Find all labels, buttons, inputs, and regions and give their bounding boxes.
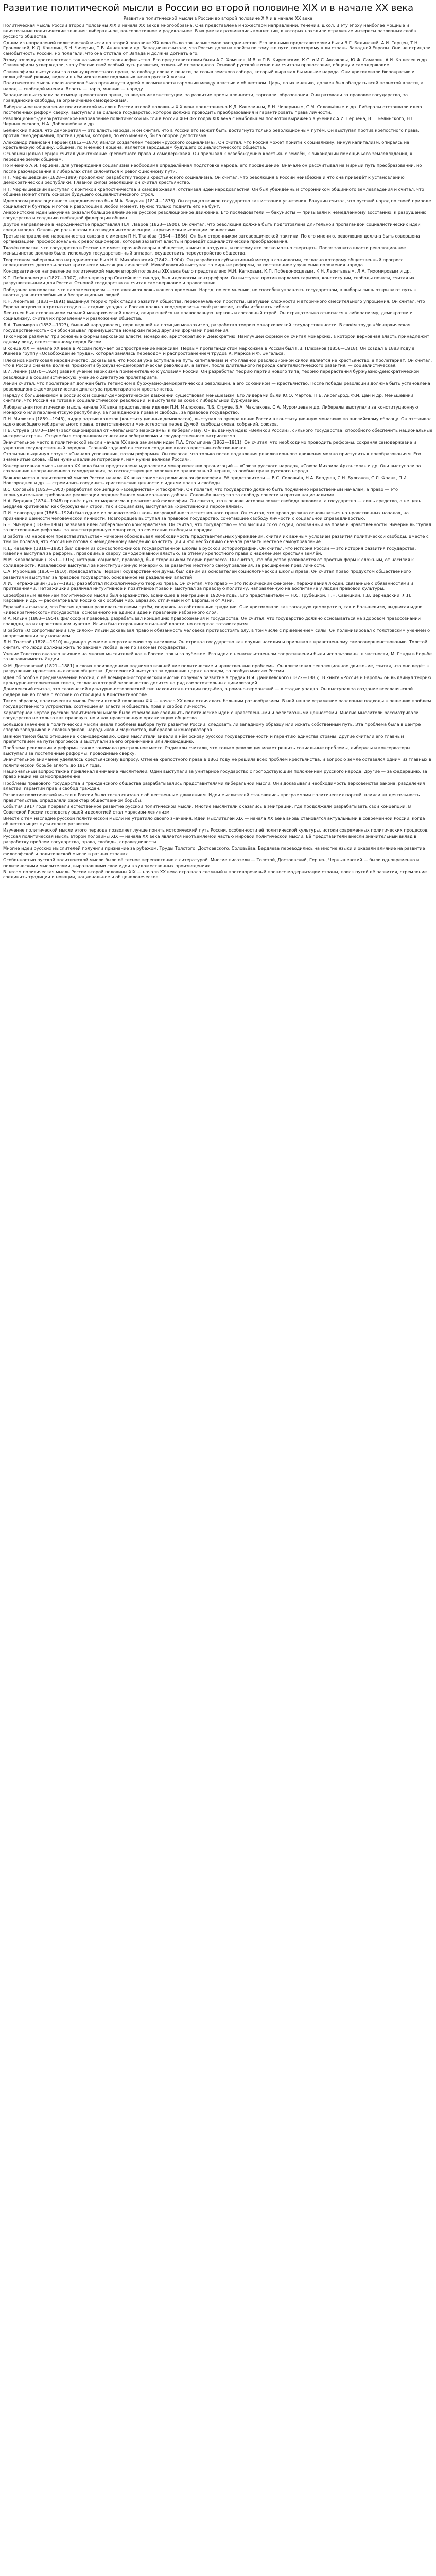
- paragraph: Евразийцы считали, что Россия должна развиваться своим путём, опираясь на собственные традиции. Они критиковали как западную демократию, так и большевизм, выдвигая идею «идеократического» государства, основанного на единой идее и правлении избранного слоя.: [3, 604, 423, 615]
- paragraph: Основной целью Герцен считал уничтожение крепостного права и самодержавия. Он призывал к освобождению крестьян с землёй, к ликвидации помещичьего землевладения, к передаче земли общинам.: [3, 151, 413, 162]
- paragraph: В конце XIX — начале XX века в России получает распространение марксизм. Первым пропагандистом марксизма в России был Г.В. Плеханов (1856—1918). Он создал в 1883 году в Женеве группу «Освобождение труда», которая занялась переводом и распространением трудов К. Маркса и Ф. Энгельса.: [3, 345, 415, 357]
- paragraph: Александр Иванович Герцен (1812—1870) явился создателем теории «русского социализма». Он считал, что Россия может прийти к социализму, минуя капитализм, опираясь на крестьянскую общину. Община, по мнению Герцена, является зародышем будущего социалистического общества.: [3, 139, 410, 150]
- paragraph: П.Б. Струве (1870—1944) эволюционировал от «легального марксизма» к либерализму. Он выдвинул идею «Великой России», сильного государства, способного обеспечить национальные интересы страны. Струве был сторонником сочетания либерализма и государственного патриотизма.: [3, 428, 433, 438]
- paragraph: Многие идеи русских мыслителей получили признание за рубежом. Труды Толстого, Достоевского, Соловьёва, Бердяева переводились на многие языки и оказали влияние на развитие философской и политической мысли в разных странах.: [3, 845, 425, 856]
- paragraph: Ткачёв полагал, что государство в России не имеет прочной опоры в обществе, «висит в воздухе», и поэтому его легко можно свергнуть. После захвата власти революционное меньшинство должно было, используя государственный аппарат, осуществить переустройство общества.: [3, 245, 406, 256]
- paragraph: Славянофилы выступали за отмену крепостного права, за свободу слова и печати, за созыв земского собора, который выражал бы мнение народа. Они критиковали бюрократию и полицейский режим, видели в нём искажение подлинных начал русской жизни.: [3, 69, 415, 80]
- paragraph: Идея об особом предназначении России, о её всемирно-исторической миссии получила развитие в трудах Н.Я. Данилевского (1822—1885). В книге «Россия и Европа» он выдвинул теорию культурно-исторических типов, согласно которой человечество делится на ряд самостоятельных цивилизаций.: [3, 674, 431, 685]
- paragraph: Значительное место в политической мысли начала XX века занимали идеи П.А. Столыпина (1862—1911). Он считал, что необходимо проводить реформы, сохраняя самодержавие и укрепляя государственный порядок. Главной задачей он считал создание класса крестьян-собственников.: [3, 439, 416, 450]
- paragraph: Победоносцев полагал, что парламентаризм — это «великая ложь нашего времени». Народ, по его мнению, не способен управлять государством, а выборы лишь открывают путь к власти для честолюбивых и беспринципных людей.: [3, 286, 416, 298]
- paragraph: И.А. Ильин (1883—1954), философ и правовед, разрабатывал концепцию правосознания и государства. Он считал, что государство должно основываться на здоровом правосознании граждан, на их нравственном чувстве. Ильин был сторонником сильной власти, но отвергал тоталитаризм.: [3, 616, 421, 626]
- paragraph: Своеобразным явлением политической мысли был евразийство, возникшее в эмиграции в 1920-е годы. Его представители — Н.С. Трубецкой, П.Н. Савицкий, Г.В. Вернадский, Л.П. Карсавин и др. — рассматривали Россию как особый мир, Евразию, отличный и от Европы, и от Азии.: [3, 592, 412, 603]
- paragraph: Наряду с большевизмом в российском социал-демократическом движении существовал меньшевизм. Его лидерами были Ю.О. Мартов, П.Б. Аксельрод, Ф.И. Дан и др. Меньшевики считали, что Россия не готова к социалистической революции, и выступали за союз с либеральной буржуазией.: [3, 393, 413, 403]
- paragraph: С.А. Муромцев (1850—1910), председатель Первой Государственной думы, был одним из основателей социологической школы права. Он считал право продуктом общественного развития и выступал за правовое государство, основанное на разделении властей.: [3, 569, 411, 580]
- document-subtitle: Развитие политической мысли в России во второй половине XIX и в начале XX века: [123, 15, 313, 21]
- paragraph: Л.И. Петражицкий (1867—1931) разработал психологическую теорию права. Он считал, что право — это психический феномен, переживания людей, связанные с обязанностями и притязаниями. Петражицкий различал интуитивное и позитивное право и выступал за правовую политику, направленную на воспитание у людей правовой культуры.: [3, 581, 413, 591]
- paragraph: Ф.М. Достоевский (1821—1881) в своих произведениях поднимал важнейшие политические и нравственные проблемы. Он критиковал революционное движение, считая, что оно ведёт к разрушению нравственных основ общества. Достоевский выступал за единение царя с народом, за особую миссию России.: [3, 663, 429, 674]
- paragraph: Русская политическая мысль второй половины XIX — начала XX века является неотъемлемой частью мировой политической мысли. Её представители внесли значительный вклад в разработку проблем государства, права, свободы, справедливости.: [3, 834, 417, 844]
- paragraph: Характерной чертой русской политической мысли было стремление соединить политические идеи с нравственными и религиозными ценностями. Многие мыслители рассматривали государство не только как правовую, но и как нравственную организацию общества.: [3, 709, 419, 721]
- paragraph: Таким образом, политическая мысль России второй половины XIX — начала XX века отличалась большим разнообразием. В ней нашли отражение различные подходы к решению проблем государственного устройства, соотношения власти и общества, прав и свобод личности.: [3, 698, 431, 709]
- paragraph: Консервативное направление политической мысли второй половины XIX века было представлено М.Н. Катковым, К.П. Победоносцевым, К.Н. Леонтьевым, Л.А. Тихомировым и др.: [3, 268, 411, 274]
- paragraph: Политическая мысль России второй половины XIX и начала XX веков многообразна. Она представлена множеством направлений, течений, школ. В эту эпоху наиболее мощные и влиятельные политические течения: либеральное, консервативное и радикальное. В их рамках развивались концепции, в которых находили отражение интересы различных слоёв русского общества.: [3, 23, 416, 39]
- paragraph: Либеральная политическая мысль начала XX века представлена идеями П.Н. Милюкова, П.Б. Струве, В.А. Маклакова, С.А. Муромцева и др. Либералы выступали за конституционную монархию или парламентскую республику, за гражданские права и свободы, за правовое государство.: [3, 404, 418, 415]
- paragraph: Либеральное направление политической мысли в России второй половины XIX века представлено К.Д. Кавелиным, Б.Н. Чичериным, С.М. Соловьёвым и др. Либералы отстаивали идею постепенных реформ сверху, выступали за сильное государство, которое должно проводить преобразования и гарантировать права личности.: [3, 104, 422, 115]
- paragraph: В.И. Ленин (1870—1924) развил учение марксизма применительно к условиям России. Он разработал теорию партии нового типа, теорию перерастания буржуазно-демократической революции в социалистическую, учение о диктатуре пролетариата.: [3, 369, 420, 380]
- paragraph: Плеханов критиковал народничество, доказывая, что Россия уже вступила на путь капитализма и что главной революционной силой является не крестьянство, а пролетариат. Он считал, что в России сначала должна произойти буржуазно-демократическая революция, а затем, после длительного периода капиталистического развития, — социалистическая.: [3, 357, 432, 368]
- paragraph: К.Н. Леонтьев (1831—1891) выдвинул теорию трёх стадий развития общества: первоначальной простоты, цветущей сложности и вторичного смесительного упрощения. Он считал, что Европа вступила в третью стадию — стадию упадка, а Россия должна «подморозить» своё развитие, чтобы избежать гибели.: [3, 298, 425, 309]
- paragraph: Этому взгляду противостояло так называемое славянофильство. Его представителями были А.С. Хомяков, И.В. и П.В. Киреевские, К.С. и И.С. Аксаковы, Ю.Ф. Самарин, А.И. Кошелев и др. Славянофилы утверждали, что у России свой особый путь развития, отличный от западного. Основой русской жизни они считали православие, общину и самодержавие.: [3, 57, 428, 68]
- paragraph: Одним из направлений политической мысли во второй половине XIX века было так называемое западничество. Его видными представителями были В.Г. Белинский, А.И. Герцен, Т.Н. Грановский, К.Д. Кавелин, Б.Н. Чичерин, П.В. Анненков и др. Западники считали, что Россия должна пройти по тому же пути, по которому шли страны Западной Европы. Они не отрицали самобытность России, но полагали, что она отстала от Запада и должна догнать его.: [3, 40, 431, 56]
- paragraph: Столыпин выдвинул лозунг: «Сначала успокоение, потом реформы». Он полагал, что только после подавления революционного движения можно приступить к преобразованиям. Его знаменитые слова: «Вам нужны великие потрясения, нам нужна великая Россия».: [3, 451, 421, 462]
- paragraph: Третье направление народничества связано с именем П.Н. Ткачёва (1844—1886). Он был сторонником заговорщической тактики. По его мнению, революция должна быть совершена организацией профессиональных революционеров, которая захватит власть и проведёт социалистические преобразования.: [3, 233, 420, 244]
- paragraph: Западники выступали за отмену крепостного права, за введение конституции, за развитие промышленности, торговли, образования. Они ратовали за правовое государство, за гражданские свободы, за ограничение самодержавия.: [3, 92, 408, 103]
- paragraph: К.П. Победоносцев (1827—1907), обер-прокурор Святейшего синода, был идеологом контрреформ. Он выступал против парламентаризма, конституции, свободы печати, считая их разрушительными для России. Основой государства он считал самодержавие и православие.: [3, 275, 415, 286]
- paragraph: М.М. Ковалевский (1851—1916), историк, социолог, правовед, был сторонником теории прогресса. Он считал, что общество развивается от простых форм к сложным, от насилия к солидарности. Ковалевский выступал за конституционную монархию, за развитие местного самоуправления, за расширение прав личности.: [3, 557, 414, 568]
- paragraph: Учение Толстого оказало влияние на многих мыслителей как в России, так и за рубежом. Его идеи о ненасильственном сопротивлении были использованы, в частности, М. Ганди в борьбе за независимость Индии.: [3, 651, 432, 662]
- paragraph: Ленин считал, что пролетариат должен быть гегемоном в буржуазно-демократической революции, а его союзником — крестьянство. После победы революции должна быть установлена революционно-демократическая диктатура пролетариата и крестьянства.: [3, 381, 430, 392]
- paragraph: В.С. Соловьёв (1853—1900) разработал концепцию «всеединства» и теократии. Он полагал, что государство должно быть подчинено нравственным началам, а право — это «принудительное требование реализации определённого минимального добра». Соловьёв выступал за свободу совести и против национализма.: [3, 486, 398, 497]
- paragraph: Леонтьев был сторонником сильной монархической власти, опирающейся на православную церковь и сословный строй. Он отрицательно относился к либерализму, демократии и социализму, считая их проявлениями разложения общества.: [3, 310, 413, 321]
- document-page: [0, 0, 436, 880]
- paragraph: Важное место в политической мысли России начала XX века занимала религиозная философия. Её представители — В.С. Соловьёв, Н.А. Бердяев, С.Н. Булгаков, С.Л. Франк, П.И. Новгородцев и др. — стремились соединить христианские ценности с идеями права и свободы.: [3, 474, 408, 486]
- paragraph: По мнению А.И. Герцена, для утверждения социализма необходима определённая подготовка народа, его просвещение. Вначале он рассчитывал на мирный путь преобразований, но после разочарования в либералах стал склоняться к революционному пути.: [3, 163, 422, 174]
- paragraph: Национальный вопрос также привлекал внимание мыслителей. Одни выступали за унитарное государство с господствующим положением русского народа, другие — за федерацию, за право наций на самоопределение.: [3, 769, 427, 779]
- paragraph: Б.Н. Чичерин (1828—1904) развивал идеи либерального консерватизма. Он считал, что государство — это высший союз людей, основанный на праве и нравственности. Чичерин выступал за постепенные реформы, за конституционную монархию, за сочетание свободы и порядка.: [3, 521, 431, 533]
- paragraph: Проблема революции и реформы также занимала центральное место. Радикалы считали, что только революция может решить социальные проблемы, либералы и консерваторы выступали за постепенные реформы, проводимые сверху.: [3, 745, 410, 756]
- paragraph: Другое направление в народничестве представлял П.Л. Лавров (1823—1900). Он считал, что революция должна быть подготовлена длительной пропагандой социалистических идей среди народа. Основную роль в этом он отводил интеллигенции, «критически мыслящим личностям».: [3, 222, 421, 232]
- paragraph: П.И. Новгородцев (1866—1924) был одним из основателей школы возрождённого естественного права. Он считал, что право должно основываться на нравственных началах, на признании ценности человеческой личности. Новгородцев выступал за правовое государство, сочетающее свободу личности с социальной справедливостью.: [3, 510, 409, 521]
- paragraph: Анархистские идеи Бакунина оказали большое влияние на русское революционное движение. Его последователи — бакунисты — призывали к немедленному восстанию, к разрушению государства и созданию свободной федерации общин.: [3, 210, 427, 221]
- paragraph: Консервативная мысль начала XX века была представлена идеологами монархических организаций — «Союза русского народа», «Союза Михаила Архангела» и др. Они выступали за сохранение неограниченного самодержавия, за господствующее положение православной церкви, за особые права русского народа.: [3, 463, 421, 474]
- paragraph: Н.Г. Чернышевский выступал с критикой крепостничества и самодержавия, отстаивал идеи народовластия. Он был убеждённым сторонником общинного землевладения и считал, что община может стать основой будущего социалистического строя.: [3, 186, 424, 197]
- paragraph: В работе «О народном представительстве» Чичерин обосновывал необходимость представительных учреждений, считая их важным условием развития политической свободы. Вместе с тем он полагал, что Россия не готова к немедленному введению конституции и что необходимо сначала развить местное самоуправление.: [3, 533, 429, 545]
- paragraph: События 1917 года прервали естественное развитие русской политической мысли. Многие мыслители оказались в эмиграции, где продолжали разрабатывать свои концепции. В Советской России господствующей идеологией стал марксизм-ленинизм.: [3, 804, 411, 815]
- paragraph: Идеологом революционного народничества был М.А. Бакунин (1814—1876). Он отрицал всякое государство как источник угнетения. Бакунин считал, что русский народ по своей природе социалист и бунтарь и готов к революции в любой момент. Нужно только поднять его на бунт.: [3, 198, 431, 209]
- paragraph: Белинский писал, что демократия — это власть народа, и он считал, что в России это может быть достигнуто только революционным путём. Он выступал против крепостного права, против самодержавия, против церкви, которая, по его мнению, была опорой деспотизма.: [3, 127, 420, 139]
- paragraph: Политическая мысль славянофилов была проникнута идеей о возможности гармонии между властью и обществом. Царь, по их мнению, должен был обладать всей полнотой власти, а народ — свободой мнения. Власть — царю, мнение — народу.: [3, 80, 424, 91]
- paragraph: В целом политическая мысль России второй половины XIX — начала XX века отражала сложный и противоречивый процесс модернизации страны, поиск путей её развития, стремление соединить традиции и новации, национальное и общечеловеческое.: [3, 869, 427, 880]
- paragraph: Революционно-демократическое направление политической мысли в России 40–60-х годов XIX века с наибольшей полнотой выражено в учениях А.И. Герцена, В.Г. Белинского, Н.Г. Чернышевского, Н.А. Добролюбова и др.: [3, 115, 415, 127]
- paragraph: Проблемы правового государства и гражданского общества разрабатывались представителями либеральной мысли. Они доказывали необходимость верховенства закона, разделения властей, гарантий прав и свобод граждан.: [3, 780, 425, 791]
- paragraph: Развитие политической мысли в России было тесно связано с общественным движением. Идеи мыслителей становились программами политических партий, влияли на деятельность правительства, определяли характер общественной борьбы.: [3, 792, 420, 803]
- paragraph: П.Н. Милюков (1859—1943), лидер партии кадетов (конституционных демократов), выступал за превращение России в конституционную монархию по английскому образцу. Он отстаивал идею всеобщего избирательного права, ответственности министерства перед Думой, свободы слова, собраний, союзов.: [3, 416, 432, 427]
- paragraph: Изучение политической мысли этого периода позволяет лучше понять исторический путь России, особенности её политической культуры, истоки современных политических процессов.: [3, 827, 429, 833]
- paragraph: Л.А. Тихомиров (1852—1923), бывший народоволец, перешедший на позиции монархизма, разработал теорию монархической государственности. В своём труде «Монархическая государственность» он обосновывал преимущества монархии перед другими формами правления.: [3, 322, 411, 333]
- paragraph: Л.Н. Толстой (1828—1910) выдвинул учение о непротивлении злу насилием. Он отрицал государство как орудие насилия и призывал к нравственному самосовершенствованию. Толстой считал, что люди должны жить по законам любви, а не по законам государства.: [3, 639, 428, 650]
- paragraph: Тихомиров различал три основные формы верховной власти: монархию, аристократию и демократию. Наилучшей формой он считал монархию, в которой верховная власть принадлежит одному лицу, ответственному перед Богом.: [3, 333, 430, 345]
- document-body: [3, 23, 433, 879]
- paragraph: В работе «О сопротивлении злу силою» Ильин доказывал право и обязанность человека противостоять злу, в том числе с применением силы. Он полемизировал с толстовским учением о непротивлении злу насилием.: [3, 628, 430, 638]
- paragraph: Данилевский считал, что славянский культурно-исторический тип находится в стадии подъёма, а романо-германский — в стадии упадка. Он выступал за создание всеславянской федерации во главе с Россией со столицей в Константинополе.: [3, 686, 413, 697]
- paragraph: Большое значение в политической мысли имела проблема выбора пути развития России: следовать ли западному образцу или искать собственный путь. Эта проблема была в центре споров западников и славянофилов, народников и марксистов, либералов и консерваторов.: [3, 721, 421, 733]
- paragraph: Н.Г. Чернышевский (1828—1889) продолжил разработку теории крестьянского социализма. Он считал, что революция в России неизбежна и что она приведёт к установлению демократической республики. Главной силой революции он считал крестьянство.: [3, 174, 405, 185]
- paragraph: Теоретиком либерального народничества был Н.К. Михайловский (1842—1904). Он разработал субъективный метод в социологии, согласно которому общественный прогресс определяется деятельностью критически мыслящих личностей. Михайловский выступал за мирные реформы, за постепенное улучшение положения народа.: [3, 257, 404, 268]
- paragraph: Вместе с тем наследие русской политической мысли не утратило своего значения. Идеи мыслителей XIX — начала XX века вновь становятся актуальными в современной России, когда общество ищет пути своего развития.: [3, 816, 425, 826]
- paragraph: Важной темой было отношение к самодержавию. Одни мыслители видели в нём основу русской государственности и гарантию единства страны, другие считали его главным препятствием на пути прогресса и выступали за его ограничение или ликвидацию.: [3, 733, 404, 744]
- paragraph: Значительное внимание уделялось крестьянскому вопросу. Отмена крепостного права в 1861 году не решила всех проблем крестьянства, и вопрос о земле оставался одним из главных в политической борьбе вплоть до 1917 года.: [3, 757, 431, 768]
- paragraph: Н.А. Бердяев (1874—1948) прошёл путь от марксизма к религиозной философии. Он считал, что в основе истории лежит свобода человека, а государство — лишь средство, а не цель. Бердяев критиковал как буржуазный строй, так и социализм, выступая за «христианский персонализм».: [3, 498, 423, 509]
- page-title: Развитие политической мысли в России во второй половине XIX и в начале XX века: [3, 3, 414, 13]
- paragraph: Особенностью русской политической мысли было её тесное переплетение с литературой. Многие писатели — Толстой, Достоевский, Герцен, Чернышевский — были одновременно и политическими мыслителями, выражавшими свои идеи в художественных произведениях.: [3, 857, 420, 868]
- paragraph: К.Д. Кавелин (1818—1885) был одним из основоположников государственной школы в русской историографии. Он считал, что история России — это история развития государства. Кавелин выступал за реформы, проводимые сверху самодержавной властью, за отмену крепостного права с наделением крестьян землёй.: [3, 545, 416, 556]
